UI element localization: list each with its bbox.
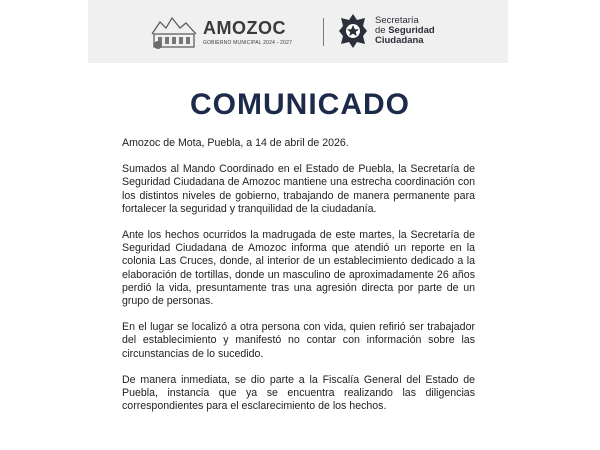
police-badge-icon: [338, 13, 368, 49]
department-line-1: Secretaría: [375, 15, 419, 26]
paragraph-2: Ante los hechos ocurridos la madrugada de este martes, la Secretaría de Seguridad Ciudadana de Amozoc informa que atendió un reporte en la colonia Las Cruces, donde, al interior de un establecimiento dedicado a la elaboración de tortillas, donde un masculino de aproximadamente 26 años perdió la vida, presuntamente tras una agresión directa por parte de un grupo de personas.: [122, 229, 475, 308]
header-banner: [88, 0, 508, 63]
paragraph-4: De manera inmediata, se dio parte a la Fiscalía General del Estado de Puebla, instancia que ya se encuentra realizando las diligencias correspondientes para el esclarecimiento de los hechos.: [122, 373, 475, 413]
municipality-wordmark: AMOZOC: [203, 18, 286, 38]
department-line-3: Ciudadana: [375, 35, 424, 46]
government-period: GOBIERNO MUNICIPAL 2024 - 2027: [203, 40, 293, 46]
header-divider: [323, 18, 324, 46]
department-line-2-prefix: de: [375, 25, 389, 36]
dateline: Amozoc de Mota, Puebla, a 14 de abril de 2026.: [122, 137, 349, 149]
department-line-2-bold: Seguridad: [388, 25, 435, 36]
paragraph-1: Sumados al Mando Coordinado en el Estado de Puebla, la Secretaría de Seguridad Ciudadana de Amozoc mantiene una estrecha coordinación con los distintos niveles de gobierno, trabajando de manera permanente para fortalecer la seguridad y tranquilidad de la ciudadanía.: [122, 163, 475, 215]
paragraph-3: En el lugar se localizó a otra persona con vida, quien refirió ser trabajador del establecimiento y manifestó no contar con información sobre las circunstancias de lo sucedido.: [122, 321, 475, 360]
town-hall-logo-icon: [150, 14, 198, 50]
department-name: [375, 16, 435, 46]
page-title: COMUNICADO: [190, 88, 410, 121]
communique-body: [122, 137, 475, 426]
